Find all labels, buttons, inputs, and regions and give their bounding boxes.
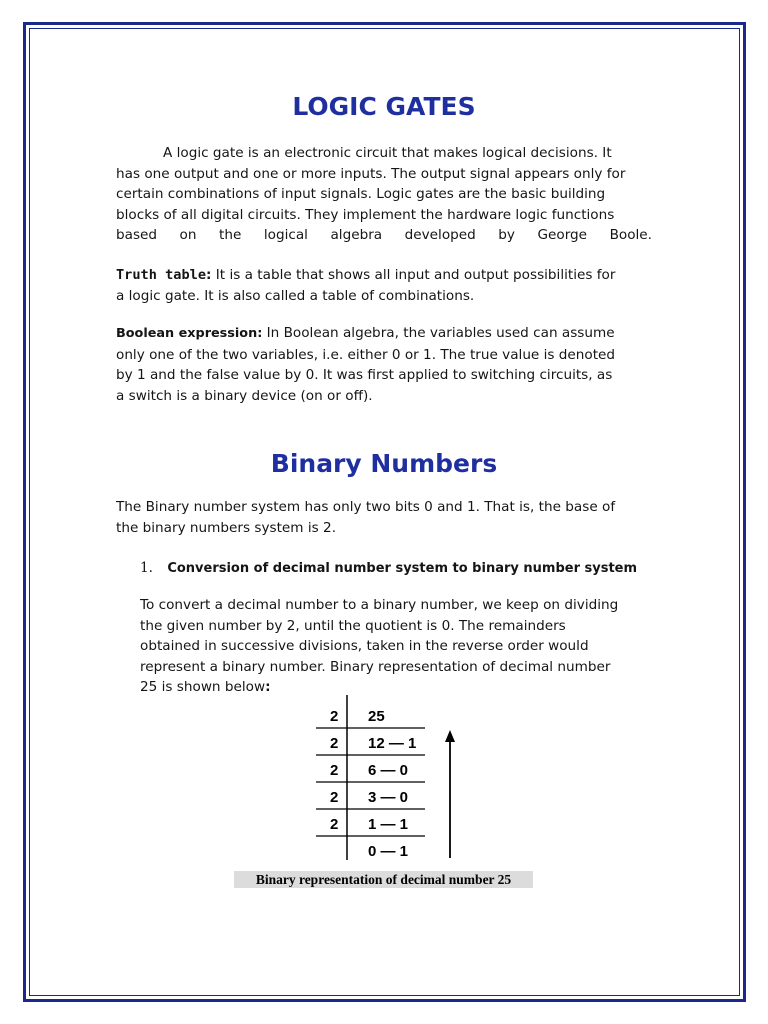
division-divisor: 2 — [330, 735, 339, 752]
binary-division-diagram — [300, 690, 470, 865]
division-divisor: 2 — [330, 816, 339, 833]
conversion-line: To convert a decimal number to a binary number, we keep on dividing — [140, 597, 619, 613]
intro-line: has one output and one or more inputs. The output signal appears only for — [116, 165, 626, 182]
binary-intro-line: the binary numbers system is 2. — [116, 519, 337, 536]
list-item-conversion — [140, 558, 660, 580]
conversion-line: 25 is shown below — [140, 679, 266, 695]
truth-table-paragraph — [116, 265, 656, 306]
figure-caption: Binary representation of decimal number 25 — [234, 871, 533, 888]
division-value: 25 — [368, 708, 385, 725]
intro-line: A logic gate is an electronic circuit that makes logical decisions. It — [163, 145, 612, 161]
conversion-line: represent a binary number. Binary representation of decimal number — [140, 658, 611, 675]
boolean-expression-line: a switch is a binary device (on or off). — [116, 387, 373, 404]
binary-intro-paragraph — [116, 497, 656, 538]
boolean-expression-text: In Boolean algebra, the variables used can assume — [262, 325, 615, 341]
intro-line: blocks of all digital circuits. They implement the hardware logic functions — [116, 206, 615, 223]
list-item-title: Conversion of decimal number system to binary number system — [167, 561, 638, 576]
conversion-line: obtained in successive divisions, taken in the reverse order would — [140, 638, 589, 654]
intro-paragraph — [116, 143, 652, 246]
division-divisor: 2 — [330, 789, 339, 806]
intro-line: certain combinations of input signals. Logic gates are the basic building — [116, 186, 606, 202]
intro-line: based on the logical algebra developed by George Boole. — [116, 227, 652, 243]
list-item-number: 1. — [140, 560, 153, 576]
division-value: 3 — 0 — [368, 789, 409, 806]
conversion-paragraph — [140, 595, 652, 698]
conversion-colon: : — [265, 679, 271, 695]
page-title: LOGIC GATES — [292, 92, 476, 121]
division-value: 12 — 1 — [368, 735, 417, 752]
truth-table-text: a logic gate. It is also called a table of combinations. — [116, 287, 475, 304]
division-value: 1 — 1 — [368, 816, 409, 833]
division-value: 0 — 1 — [368, 843, 409, 860]
truth-table-colon: : — [206, 267, 212, 283]
boolean-expression-paragraph — [116, 323, 656, 406]
arrow-up-icon — [445, 730, 455, 742]
division-divisor: 2 — [330, 762, 339, 779]
section-heading-binary-numbers: Binary Numbers — [270, 449, 498, 478]
boolean-expression-line: by 1 and the false value by 0. It was first applied to switching circuits, as — [116, 367, 613, 383]
truth-table-text: It is a table that shows all input and output possibilities for — [211, 267, 616, 283]
binary-intro-line: The Binary number system has only two bits 0 and 1. That is, the base of — [116, 499, 616, 515]
division-value: 6 — 0 — [368, 762, 409, 779]
boolean-expression-label: Boolean expression: — [116, 326, 263, 341]
division-divisor: 2 — [330, 708, 339, 725]
truth-table-label: Truth table — [116, 267, 207, 283]
conversion-line: the given number by 2, until the quotient is 0. The remainders — [140, 617, 566, 634]
boolean-expression-line: only one of the two variables, i.e. either 0 or 1. The true value is denoted — [116, 346, 616, 363]
